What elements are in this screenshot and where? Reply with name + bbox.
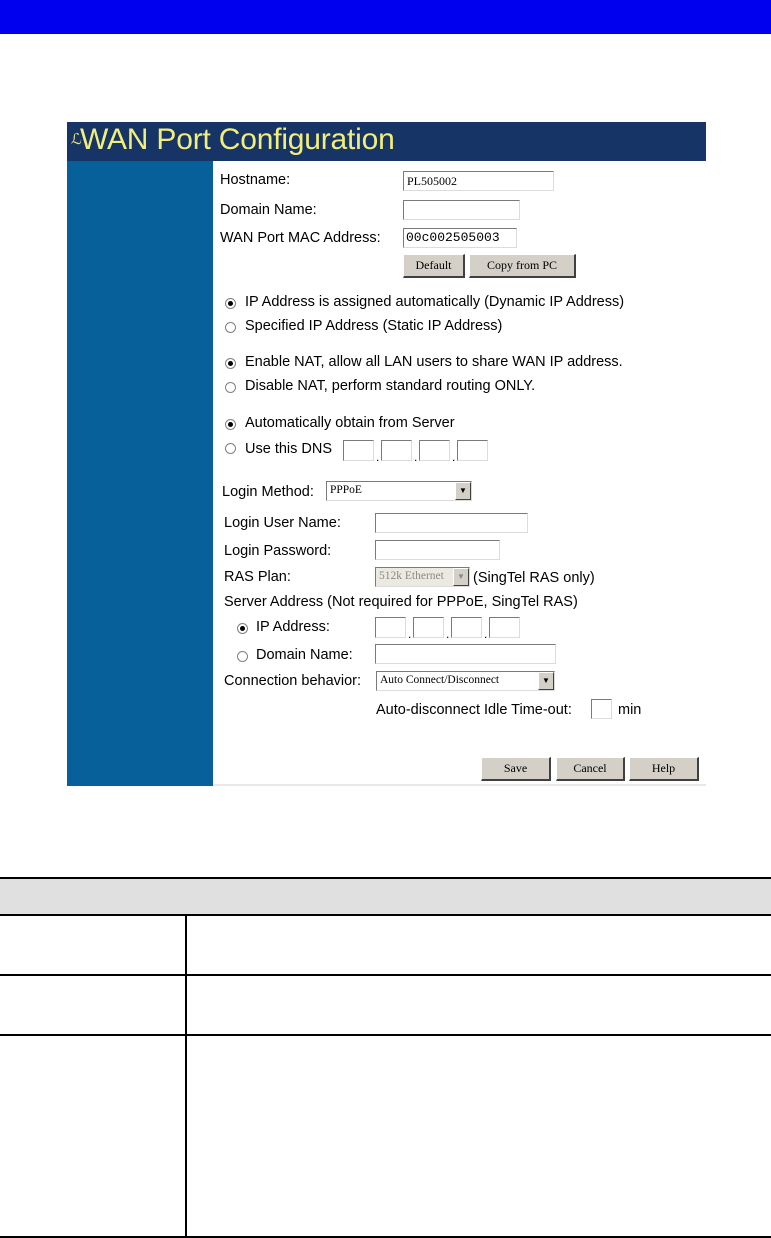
- ip-static-label: Specified IP Address (Static IP Address): [245, 318, 503, 334]
- table-row-divider: [0, 1034, 771, 1036]
- mac-address-input[interactable]: 00c002505003: [403, 228, 517, 248]
- wan-config-panel: [67, 122, 706, 786]
- table-row-divider: [0, 974, 771, 976]
- ip-static-radio[interactable]: [225, 322, 236, 333]
- dns-dot: .: [414, 450, 418, 464]
- idle-timeout-input[interactable]: [591, 699, 612, 719]
- cancel-button[interactable]: Cancel: [556, 757, 625, 781]
- server-ip-radio[interactable]: [237, 623, 248, 634]
- server-ip-dot: .: [446, 627, 450, 641]
- nat-disable-label: Disable NAT, perform standard routing ONLY.: [245, 378, 536, 394]
- login-password-input[interactable]: [375, 540, 500, 560]
- connection-behavior-select[interactable]: [376, 671, 555, 691]
- chevron-down-icon[interactable]: ▼: [455, 482, 471, 500]
- config-form: [213, 161, 706, 786]
- nat-disable-radio[interactable]: [225, 382, 236, 393]
- page-title: WAN Port Configuration: [80, 123, 395, 156]
- save-button[interactable]: Save: [481, 757, 551, 781]
- login-password-label: Login Password:: [224, 543, 332, 559]
- dns-auto-radio[interactable]: [225, 419, 236, 430]
- server-ip-dot: .: [408, 627, 412, 641]
- ras-plan-select[interactable]: [375, 567, 470, 587]
- login-method-label: Login Method:: [222, 484, 314, 500]
- chevron-down-icon[interactable]: ▼: [538, 672, 554, 690]
- server-address-label: Server Address (Not required for PPPoE, SingTel RAS): [224, 594, 578, 610]
- dns-octet-1[interactable]: [343, 440, 374, 461]
- ras-plan-value: 512k Ethernet: [379, 570, 444, 582]
- idle-timeout-label: Auto-disconnect Idle Time-out:: [376, 702, 572, 718]
- server-ip-octet-2[interactable]: [413, 617, 444, 638]
- section-sidebar: [67, 161, 213, 786]
- dns-auto-label: Automatically obtain from Server: [245, 415, 455, 431]
- default-button[interactable]: Default: [403, 254, 465, 278]
- dns-manual-label: Use this DNS: [245, 441, 333, 457]
- logo-icon: ℒ: [71, 132, 82, 148]
- hostname-input[interactable]: PL505002: [403, 171, 554, 191]
- description-table: [0, 877, 771, 1238]
- mac-address-label: WAN Port MAC Address:: [220, 230, 381, 246]
- ip-dynamic-label: IP Address is assigned automatically (Dynamic IP Address): [245, 294, 625, 310]
- login-user-label: Login User Name:: [224, 515, 341, 531]
- table-column-divider: [185, 916, 187, 1238]
- nat-enable-radio[interactable]: [225, 358, 236, 369]
- server-domain-input[interactable]: [375, 644, 556, 664]
- dns-dot: .: [376, 450, 380, 464]
- help-button[interactable]: Help: [629, 757, 699, 781]
- server-ip-label: IP Address:: [256, 619, 330, 635]
- server-ip-octet-3[interactable]: [451, 617, 482, 638]
- server-ip-octet-1[interactable]: [375, 617, 406, 638]
- hostname-label: Hostname:: [220, 172, 291, 188]
- server-domain-radio[interactable]: [237, 651, 248, 662]
- domain-name-input[interactable]: [403, 200, 520, 220]
- dns-octet-4[interactable]: [457, 440, 488, 461]
- dns-dot: .: [452, 450, 456, 464]
- connection-behavior-value: Auto Connect/Disconnect: [380, 674, 500, 686]
- login-user-input[interactable]: [375, 513, 528, 533]
- header-bar: [0, 0, 771, 34]
- ras-plan-label: RAS Plan:: [224, 569, 291, 585]
- nat-enable-label: Enable NAT, allow all LAN users to share WAN IP address.: [245, 354, 623, 370]
- title-bar: [67, 122, 706, 161]
- ras-plan-note: (SingTel RAS only): [473, 570, 595, 586]
- server-ip-octet-4[interactable]: [489, 617, 520, 638]
- server-domain-label: Domain Name:: [256, 647, 353, 663]
- chevron-down-icon[interactable]: ▼: [453, 568, 469, 586]
- idle-timeout-unit: min: [618, 702, 642, 718]
- dns-octet-2[interactable]: [381, 440, 412, 461]
- domain-name-label: Domain Name:: [220, 202, 317, 218]
- login-method-value: PPPoE: [330, 484, 362, 496]
- table-header: [0, 877, 771, 916]
- dns-octet-3[interactable]: [419, 440, 450, 461]
- login-method-select[interactable]: [326, 481, 472, 501]
- connection-behavior-label: Connection behavior:: [224, 673, 362, 689]
- server-ip-dot: .: [484, 627, 488, 641]
- ip-dynamic-radio[interactable]: [225, 298, 236, 309]
- dns-manual-radio[interactable]: [225, 443, 236, 454]
- copy-from-pc-button[interactable]: Copy from PC: [469, 254, 576, 278]
